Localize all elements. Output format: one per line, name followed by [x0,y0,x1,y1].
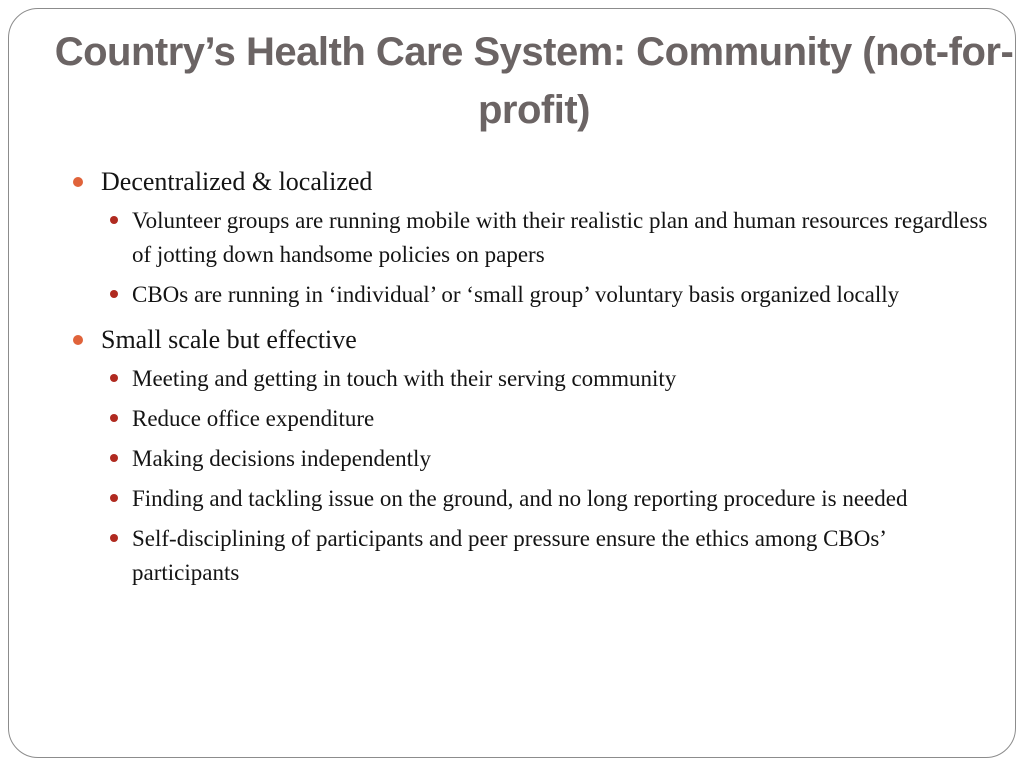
sub-bullet-text: Making decisions independently [132,446,431,471]
slide-title: Country’s Health Care System: Community (not-for-profit) [54,30,1014,132]
sub-bullet-item [67,442,997,476]
bullet-dot-icon [73,335,83,345]
sub-bullet-dot-icon [110,290,118,298]
sub-bullet-text: Finding and tackling issue on the ground, and no long reporting procedure is needed [132,486,908,511]
sub-bullet-dot-icon [110,534,118,542]
bullet-text: Small scale but effective [101,325,357,354]
sub-bullet-text: Meeting and getting in touch with their serving community [132,366,677,391]
sub-bullet-text: Self-disciplining of participants and peer pressure ensure the ethics among CBOs’ participants [132,526,886,585]
bullet-item-small-scale [67,322,997,358]
bullet-content [67,164,997,600]
sub-bullet-dot-icon [110,454,118,462]
slide-frame [8,8,1016,758]
sub-bullet-item [67,402,997,436]
sub-bullet-text: CBOs are running in ‘individual’ or ‘small group’ voluntary basis organized locally [132,282,900,307]
sub-bullet-item [67,482,997,516]
sub-bullet-dot-icon [110,414,118,422]
sub-bullet-list [67,362,997,590]
sub-bullet-item [67,522,997,590]
bullet-text: Decentralized & localized [101,167,373,196]
bullet-item-decentralized [67,164,997,200]
sub-bullet-item [67,362,997,396]
sub-bullet-list [67,204,997,312]
sub-bullet-item [67,204,997,272]
bullet-dot-icon [73,177,83,187]
sub-bullet-text: Volunteer groups are running mobile with their realistic plan and human resources regardless of jotting down handsome policies on papers [132,208,988,267]
sub-bullet-dot-icon [110,216,118,224]
sub-bullet-text: Reduce office expenditure [132,406,375,431]
sub-bullet-item [67,278,997,312]
sub-bullet-dot-icon [110,494,118,502]
sub-bullet-dot-icon [110,374,118,382]
